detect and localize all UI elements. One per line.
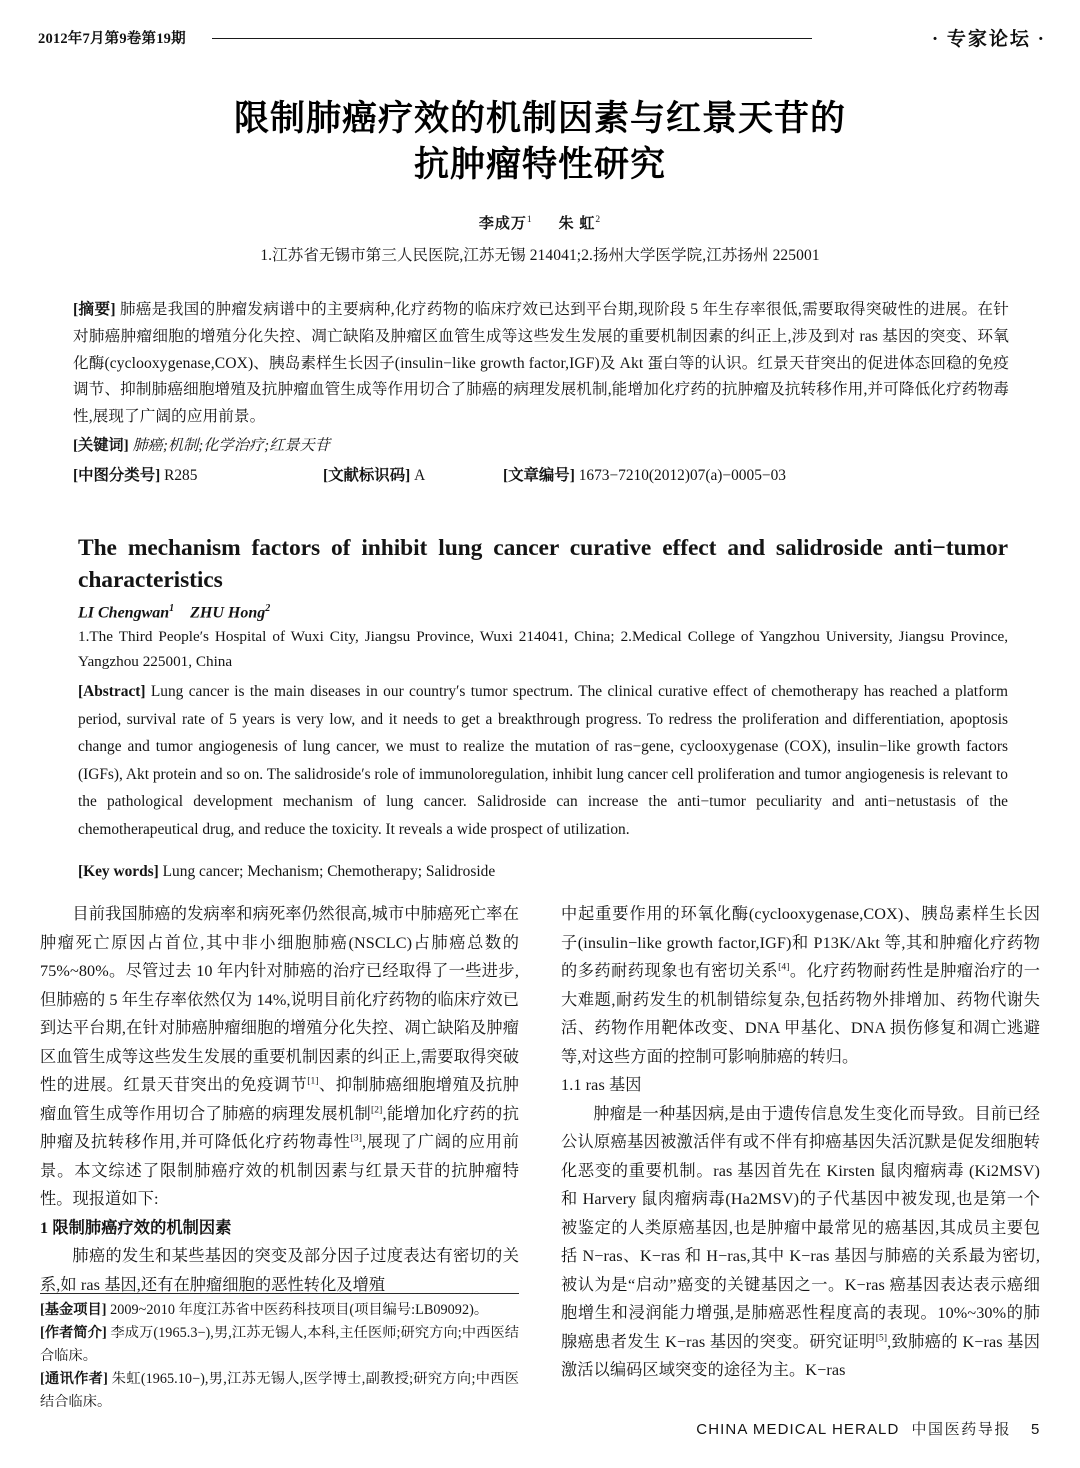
subsection-heading-1-1: 1.1 ras 基因 bbox=[561, 1076, 642, 1095]
left-col-p1-part-a: 目前我国肺癌的发病率和病死率仍然很高,城市中肺癌死亡率在肿瘤死亡原因占首位,其中非小细胞肺癌(NSCLC)占肺癌总数的 75%~80%。尽管过去 10 年内针对肺癌的治疗已经取得了一些进步,但肺癌的 5 年生存率依然仅为 14%,说明目前化疗药物的临床疗效已到达平台期,在针对肺癌肿瘤细胞的增殖分化失控、凋亡缺陷及肿瘤区血管生成等这些发生发展的重要机制因素的纠正上,需要取得突破性的进展。红景天苷突出的免疫调节 bbox=[40, 905, 519, 1095]
footnote-fund bbox=[40, 1299, 519, 1322]
right-col-p2-part-b: ,致肺癌的 K−ras 基因激活以编码区域突变的途径为主。K−ras bbox=[561, 1332, 1040, 1380]
english-author-1: LI Chengwan bbox=[78, 604, 170, 622]
left-col-p1-part-c: ,能增加化疗药的抗肿瘤及抗转移作用,并可降低化疗药物毒性 bbox=[40, 1104, 520, 1152]
article-id-label: [文章编号] bbox=[503, 467, 575, 485]
journal-name-english: CHINA MEDICAL HERALD bbox=[696, 1421, 900, 1438]
english-title: The mechanism factors of inhibit lung cancer curative effect and salidroside anti−tumor characteristics bbox=[78, 535, 1008, 593]
citation-ref-5: [5] bbox=[875, 1333, 888, 1344]
chinese-title bbox=[60, 96, 1020, 188]
english-author-2-affil-marker: 2 bbox=[265, 602, 271, 614]
footnote-fund-label: [基金项目] bbox=[40, 1302, 107, 1318]
footnote-block bbox=[40, 1293, 519, 1414]
footnote-corresponding-text: 朱虹(1965.10−),男,江苏无锡人,医学博士,副教授;研究方向;中西医结合临床。 bbox=[40, 1371, 519, 1410]
doc-code-group bbox=[323, 462, 503, 490]
section-heading-1: 1 限制肺癌疗效的机制因素 bbox=[40, 1218, 232, 1237]
footnote-fund-text: 2009~2010 年度江苏省中医药科技项目(项目编号:LB09092)。 bbox=[110, 1302, 489, 1318]
article-id-value: 1673−7210(2012)07(a)−0005−03 bbox=[578, 467, 786, 485]
citation-ref-2: [2] bbox=[371, 1105, 383, 1116]
english-block bbox=[78, 533, 1008, 886]
doc-code-label: [文献标识码] bbox=[323, 467, 411, 485]
english-abstract-text: Lung cancer is the main diseases in our country′s tumor spectrum. The clinical curative effect of chemotherapy has reached a platform period, survival rate of 5 years is very low, and it needs to get a breakthrough progress. To redress the proliferation and differentiation, apoptosis change and tumor angiogenesis of lung cancer, we must to realize the mutation of ras−gene, cyclooxygenase (COX), insulin−like growth factors (IGFs), Akt protein and so on. The salidroside′s role of immunoloregulation, inhibit lung cancer cell proliferation and tumor angiogenesis is relevant to the pathological development mechanism of lung cancer. Salidroside can increase the anti−tumor peculiarity and anti−netustasis of the chemotherapeutical drug, and reduce the toxicity. It reveals a wide prospect of utilization. bbox=[78, 683, 1008, 838]
citation-ref-3: [3] bbox=[350, 1133, 362, 1144]
english-keywords-text: Lung cancer; Mechanism; Chemotherapy; Salidroside bbox=[162, 863, 496, 881]
english-author-2: ZHU Hong bbox=[190, 604, 266, 622]
right-col-paragraph-2 bbox=[561, 1100, 1040, 1385]
citation-ref-4: [4] bbox=[778, 962, 790, 973]
clc-group bbox=[73, 462, 323, 490]
header-divider-rule bbox=[212, 38, 812, 39]
right-col-p1-part-b: 。化疗药物耐药性是肿瘤治疗的一大难题,耐药发生的机制错综复杂,包括药物外排增加、药物代谢失活、药物作用靶体改变、DNA 甲基化、DNA 损伤修复和凋亡逃避等,对这些方面的控制可影响肺癌的转归。 bbox=[561, 962, 1040, 1066]
right-col-p1-part-a: 中起重要作用的环氧化酶(cyclooxygenase,COX)、胰岛素样生长因子(insulin−like growth factor,IGF)和 P13K/Akt 等,其和肿瘤化疗药物的多药耐药现象也有密切关系 bbox=[561, 905, 1040, 981]
clc-value: R285 bbox=[164, 467, 198, 485]
chinese-author-2-affil-marker: 2 bbox=[595, 215, 602, 226]
chinese-abstract-text: 肺癌是我国的肿瘤发病谱中的主要病种,化疗药物的临床疗效已达到平台期,现阶段 5 年生存率很低,需要取得突破性的进展。在针对肺癌肿瘤细胞的增殖分化失控、凋亡缺陷及肿瘤区血管生成等这些发生发展的重要机制因素的纠正上,涉及到对 ras 基因的突变、环氧化酶(cyclooxygenase,COX)、胰岛素样生长因子(insulin−like growth factor,IGF)及 Akt 蛋白等的认识。红景天苷突出的促进体态回稳的免疫调节、抑制肺癌细胞增殖及抗肿瘤血管生成等作用切合了肺癌的病理发展机制,能增加化疗药的抗肿瘤及抗转移作用,并可降低化疗药物毒性,展现了广阔的应用前景。 bbox=[73, 301, 1010, 426]
left-col-p1-part-b: 、抑制肺癌细胞增殖及抗肿瘤血管生成等作用切合了肺癌的病理发展机制 bbox=[40, 1076, 519, 1123]
chinese-abstract-block bbox=[73, 297, 1009, 490]
journal-name-chinese: 中国医药导报 bbox=[911, 1421, 1012, 1438]
right-col-paragraph-1 bbox=[561, 900, 1040, 1071]
footnote-author-bio bbox=[40, 1322, 519, 1368]
chinese-keywords bbox=[73, 433, 1009, 459]
right-col-p2-part-a: 肿瘤是一种基因病,是由于遗传信息发生变化而导致。目前已经公认原癌基因被激活伴有或不伴有抑癌基因失活沉默是促发细胞转化恶变的重要机制。ras 基因首先在 Kirsten 鼠肉瘤病毒 (Ki2MSV) 和 Harvery 鼠肉瘤病毒(Ha2MSV)的子代基因中被发现,也是第一个被鉴定的人类原癌基因,也是肿瘤中最常见的癌基因,其成员主要包括 N−ras、K−ras 和 H−ras,其中 K−ras 基因与肺癌的关系最为密切,被认为是“启动”癌变的关键基因之一。K−ras 癌基因表达表示癌细胞增生和浸润能力增强,是肺癌恶性程度高的表现。10%~30%的肺腺癌患者发生 K−ras 基因的突变。研究证明 bbox=[561, 1104, 1040, 1351]
left-col-p1-part-d: ,展现了广阔的应用前景。本文综述了限制肺癌疗效的机制因素与红景天苷的抗肿瘤特性。现报道如下: bbox=[40, 1133, 520, 1209]
chinese-author-1-affil-marker: 1 bbox=[526, 215, 533, 226]
english-abstract-paragraph bbox=[78, 678, 1008, 843]
chinese-keywords-label: [关键词] bbox=[73, 437, 129, 455]
chinese-abstract-paragraph bbox=[73, 297, 1009, 431]
english-authors bbox=[78, 603, 1008, 622]
chinese-author-2: 朱 虹 bbox=[558, 216, 596, 233]
chinese-title-line1: 限制肺癌疗效的机制因素与红景天苷的 bbox=[233, 99, 846, 138]
footnote-author-bio-label: [作者简介] bbox=[40, 1325, 107, 1341]
chinese-authors bbox=[60, 212, 1020, 233]
doc-code-value: A bbox=[414, 467, 426, 485]
title-block bbox=[60, 96, 1020, 265]
running-head bbox=[38, 24, 1046, 50]
issue-info: 2012年7月第9卷第19期 bbox=[38, 30, 186, 47]
left-col-paragraph-2: 肺癌的发生和某些基因的突变及部分因子过度表达有密切的关系,如 ras 基因,还有在肿瘤细胞的恶性转化及增殖 bbox=[40, 1247, 519, 1294]
footnote-author-bio-text: 李成万(1965.3−),男,江苏无锡人,本科,主任医师;研究方向;中西医结合临床。 bbox=[40, 1325, 519, 1364]
page-footer bbox=[40, 1418, 1040, 1439]
chinese-keywords-text: 肺癌;机制;化学治疗;红景天苷 bbox=[132, 437, 330, 455]
english-keywords bbox=[78, 858, 1008, 885]
article-id-group bbox=[503, 462, 786, 490]
english-keywords-label: [Key words] bbox=[78, 863, 159, 881]
footnote-corresponding-label: [通讯作者] bbox=[40, 1371, 108, 1387]
chinese-author-1: 李成万 bbox=[478, 216, 527, 233]
classification-line bbox=[73, 462, 1009, 490]
right-column bbox=[561, 900, 1040, 1385]
column-label: · 专家论坛 · bbox=[931, 28, 1046, 50]
left-col-paragraph-1 bbox=[40, 900, 519, 1214]
chinese-title-line2: 抗肿瘤特性研究 bbox=[413, 145, 666, 185]
chinese-affiliation: 1.江苏省无锡市第三人民医院,江苏无锡 214041;2.扬州大学医学院,江苏扬州 225001 bbox=[260, 247, 820, 265]
english-abstract-label: [Abstract] bbox=[78, 683, 146, 701]
chinese-abstract-label: [摘要] bbox=[73, 301, 116, 318]
citation-ref-1: [1] bbox=[307, 1076, 319, 1087]
english-affiliation: 1.The Third People′s Hospital of Wuxi City, Jiangsu Province, Wuxi 214041, China; 2.Medical College of Yangzhou University, Jiangsu Province, Yangzhou 225001, China bbox=[78, 628, 1008, 670]
english-author-1-affil-marker: 1 bbox=[169, 602, 175, 614]
clc-label: [中图分类号] bbox=[73, 467, 161, 485]
footnote-corresponding-author bbox=[40, 1368, 519, 1414]
page-number: 5 bbox=[1031, 1421, 1040, 1438]
